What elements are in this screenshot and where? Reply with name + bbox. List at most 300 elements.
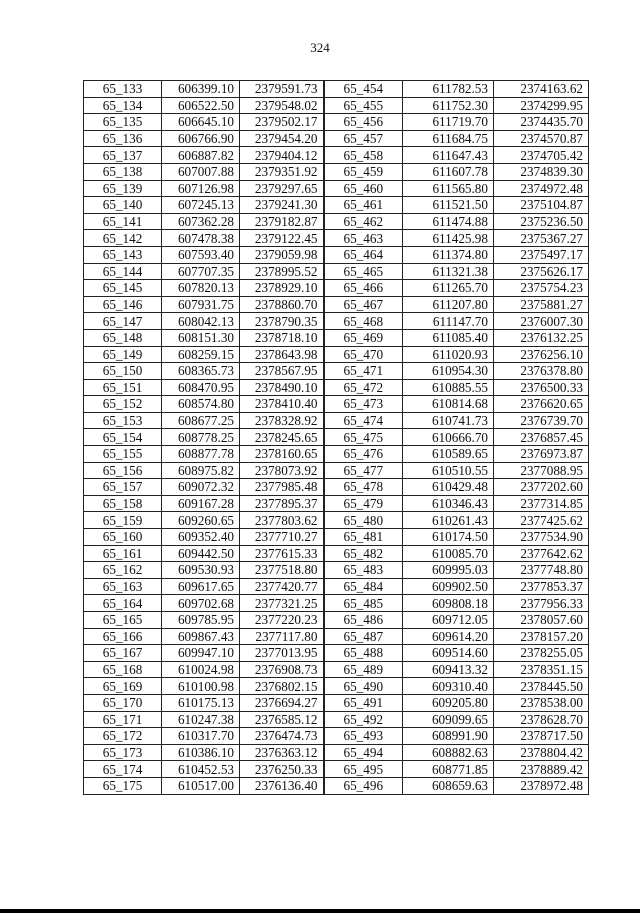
x-coord-right-cell: 611085.40 (403, 329, 494, 346)
x-coord-left-cell: 607707.35 (162, 263, 240, 280)
point-id-left-cell: 65_149 (84, 346, 162, 363)
y-coord-right-cell: 2376739.70 (494, 412, 589, 429)
x-coord-left-cell: 609947.10 (162, 645, 240, 662)
page-number: 324 (310, 40, 330, 55)
point-id-right-cell: 65_484 (324, 578, 403, 595)
table-row (84, 645, 589, 662)
table-row (84, 180, 589, 197)
x-coord-left-cell: 610517.00 (162, 777, 240, 794)
point-id-left-cell: 65_173 (84, 744, 162, 761)
table-row (84, 711, 589, 728)
x-coord-left-cell: 608151.30 (162, 329, 240, 346)
point-id-left-cell: 65_168 (84, 661, 162, 678)
point-id-right-cell: 65_492 (324, 711, 403, 728)
x-coord-right-cell: 609099.65 (403, 711, 494, 728)
y-coord-left-cell: 2377985.48 (240, 479, 324, 496)
coordinate-table (83, 80, 589, 795)
x-coord-left-cell: 607478.38 (162, 230, 240, 247)
table-row (84, 479, 589, 496)
point-id-right-cell: 65_475 (324, 429, 403, 446)
x-coord-left-cell: 610175.13 (162, 694, 240, 711)
point-id-left-cell: 65_158 (84, 495, 162, 512)
y-coord-right-cell: 2378972.48 (494, 777, 589, 794)
table-row (84, 213, 589, 230)
x-coord-right-cell: 608771.85 (403, 761, 494, 778)
y-coord-left-cell: 2377615.33 (240, 545, 324, 562)
table-row (84, 761, 589, 778)
y-coord-left-cell: 2376136.40 (240, 777, 324, 794)
point-id-right-cell: 65_483 (324, 562, 403, 579)
table-row (84, 777, 589, 794)
y-coord-left-cell: 2378328.92 (240, 412, 324, 429)
x-coord-right-cell: 608882.63 (403, 744, 494, 761)
x-coord-right-cell: 611565.80 (403, 180, 494, 197)
x-coord-right-cell: 610085.70 (403, 545, 494, 562)
point-id-right-cell: 65_486 (324, 612, 403, 629)
point-id-left-cell: 65_162 (84, 562, 162, 579)
point-id-left-cell: 65_166 (84, 628, 162, 645)
point-id-right-cell: 65_481 (324, 529, 403, 546)
point-id-right-cell: 65_458 (324, 147, 403, 164)
table-row (84, 412, 589, 429)
x-coord-right-cell: 610261.43 (403, 512, 494, 529)
point-id-left-cell: 65_148 (84, 329, 162, 346)
x-coord-left-cell: 608975.82 (162, 462, 240, 479)
y-coord-left-cell: 2378643.98 (240, 346, 324, 363)
point-id-right-cell: 65_491 (324, 694, 403, 711)
point-id-right-cell: 65_471 (324, 363, 403, 380)
table-row (84, 230, 589, 247)
y-coord-right-cell: 2375626.17 (494, 263, 589, 280)
point-id-right-cell: 65_477 (324, 462, 403, 479)
table-row (84, 163, 589, 180)
table-row (84, 263, 589, 280)
point-id-right-cell: 65_463 (324, 230, 403, 247)
y-coord-left-cell: 2377013.95 (240, 645, 324, 662)
y-coord-left-cell: 2377803.62 (240, 512, 324, 529)
y-coord-left-cell: 2378929.10 (240, 280, 324, 297)
x-coord-right-cell: 610741.73 (403, 412, 494, 429)
point-id-left-cell: 65_161 (84, 545, 162, 562)
table-row (84, 147, 589, 164)
y-coord-right-cell: 2375497.17 (494, 246, 589, 263)
y-coord-left-cell: 2378410.40 (240, 396, 324, 413)
y-coord-right-cell: 2377202.60 (494, 479, 589, 496)
table-row (84, 628, 589, 645)
y-coord-right-cell: 2378804.42 (494, 744, 589, 761)
y-coord-right-cell: 2377425.62 (494, 512, 589, 529)
x-coord-right-cell: 609995.03 (403, 562, 494, 579)
point-id-left-cell: 65_155 (84, 446, 162, 463)
x-coord-left-cell: 610024.98 (162, 661, 240, 678)
x-coord-right-cell: 611147.70 (403, 313, 494, 330)
x-coord-left-cell: 609867.43 (162, 628, 240, 645)
point-id-right-cell: 65_459 (324, 163, 403, 180)
point-id-left-cell: 65_165 (84, 612, 162, 629)
y-coord-left-cell: 2377220.23 (240, 612, 324, 629)
x-coord-left-cell: 610100.98 (162, 678, 240, 695)
table-row (84, 545, 589, 562)
y-coord-right-cell: 2378538.00 (494, 694, 589, 711)
y-coord-right-cell: 2378445.50 (494, 678, 589, 695)
table-row (84, 595, 589, 612)
y-coord-left-cell: 2379182.87 (240, 213, 324, 230)
x-coord-left-cell: 607931.75 (162, 296, 240, 313)
x-coord-right-cell: 610666.70 (403, 429, 494, 446)
x-coord-left-cell: 607245.13 (162, 197, 240, 214)
y-coord-right-cell: 2376857.45 (494, 429, 589, 446)
y-coord-right-cell: 2377748.80 (494, 562, 589, 579)
y-coord-right-cell: 2374839.30 (494, 163, 589, 180)
x-coord-left-cell: 608042.13 (162, 313, 240, 330)
x-coord-right-cell: 611647.43 (403, 147, 494, 164)
y-coord-right-cell: 2377642.62 (494, 545, 589, 562)
y-coord-left-cell: 2379297.65 (240, 180, 324, 197)
y-coord-right-cell: 2376256.10 (494, 346, 589, 363)
point-id-right-cell: 65_487 (324, 628, 403, 645)
x-coord-left-cell: 609530.93 (162, 562, 240, 579)
y-coord-right-cell: 2375367.27 (494, 230, 589, 247)
y-coord-right-cell: 2378717.50 (494, 728, 589, 745)
table-row (84, 661, 589, 678)
y-coord-left-cell: 2377518.80 (240, 562, 324, 579)
y-coord-left-cell: 2377117.80 (240, 628, 324, 645)
y-coord-right-cell: 2378889.42 (494, 761, 589, 778)
table-row (84, 495, 589, 512)
point-id-right-cell: 65_462 (324, 213, 403, 230)
x-coord-right-cell: 611020.93 (403, 346, 494, 363)
x-coord-left-cell: 606645.10 (162, 114, 240, 131)
x-coord-left-cell: 606399.10 (162, 81, 240, 98)
x-coord-left-cell: 610247.38 (162, 711, 240, 728)
x-coord-left-cell: 609702.68 (162, 595, 240, 612)
table-row (84, 329, 589, 346)
table-row (84, 97, 589, 114)
x-coord-right-cell: 610814.68 (403, 396, 494, 413)
point-id-left-cell: 65_151 (84, 379, 162, 396)
x-coord-left-cell: 610386.10 (162, 744, 240, 761)
point-id-right-cell: 65_460 (324, 180, 403, 197)
table-row (84, 429, 589, 446)
point-id-left-cell: 65_156 (84, 462, 162, 479)
x-coord-left-cell: 609617.65 (162, 578, 240, 595)
x-coord-right-cell: 609902.50 (403, 578, 494, 595)
y-coord-left-cell: 2378718.10 (240, 329, 324, 346)
point-id-right-cell: 65_464 (324, 246, 403, 263)
y-coord-left-cell: 2378490.10 (240, 379, 324, 396)
y-coord-left-cell: 2379241.30 (240, 197, 324, 214)
point-id-left-cell: 65_174 (84, 761, 162, 778)
y-coord-right-cell: 2378057.60 (494, 612, 589, 629)
point-id-right-cell: 65_485 (324, 595, 403, 612)
y-coord-left-cell: 2376694.27 (240, 694, 324, 711)
y-coord-left-cell: 2379454.20 (240, 130, 324, 147)
point-id-right-cell: 65_476 (324, 446, 403, 463)
y-coord-right-cell: 2376132.25 (494, 329, 589, 346)
table-row (84, 246, 589, 263)
x-coord-left-cell: 608778.25 (162, 429, 240, 446)
x-coord-left-cell: 608677.25 (162, 412, 240, 429)
point-id-right-cell: 65_468 (324, 313, 403, 330)
y-coord-right-cell: 2376007.30 (494, 313, 589, 330)
point-id-left-cell: 65_146 (84, 296, 162, 313)
point-id-right-cell: 65_489 (324, 661, 403, 678)
x-coord-left-cell: 607126.98 (162, 180, 240, 197)
x-coord-left-cell: 609352.40 (162, 529, 240, 546)
y-coord-right-cell: 2376378.80 (494, 363, 589, 380)
x-coord-left-cell: 608259.15 (162, 346, 240, 363)
x-coord-right-cell: 610510.55 (403, 462, 494, 479)
y-coord-right-cell: 2375236.50 (494, 213, 589, 230)
x-coord-left-cell: 606522.50 (162, 97, 240, 114)
point-id-left-cell: 65_175 (84, 777, 162, 794)
point-id-left-cell: 65_172 (84, 728, 162, 745)
x-coord-right-cell: 611684.75 (403, 130, 494, 147)
x-coord-left-cell: 610317.70 (162, 728, 240, 745)
point-id-left-cell: 65_163 (84, 578, 162, 595)
table-row (84, 114, 589, 131)
y-coord-left-cell: 2376363.12 (240, 744, 324, 761)
point-id-right-cell: 65_467 (324, 296, 403, 313)
point-id-left-cell: 65_145 (84, 280, 162, 297)
x-coord-left-cell: 609260.65 (162, 512, 240, 529)
y-coord-right-cell: 2376973.87 (494, 446, 589, 463)
point-id-right-cell: 65_470 (324, 346, 403, 363)
point-id-left-cell: 65_150 (84, 363, 162, 380)
point-id-left-cell: 65_137 (84, 147, 162, 164)
x-coord-right-cell: 609205.80 (403, 694, 494, 711)
point-id-left-cell: 65_147 (84, 313, 162, 330)
x-coord-left-cell: 608470.95 (162, 379, 240, 396)
x-coord-right-cell: 611521.50 (403, 197, 494, 214)
y-coord-left-cell: 2378073.92 (240, 462, 324, 479)
point-id-right-cell: 65_496 (324, 777, 403, 794)
point-id-left-cell: 65_140 (84, 197, 162, 214)
point-id-left-cell: 65_170 (84, 694, 162, 711)
x-coord-right-cell: 609413.32 (403, 661, 494, 678)
y-coord-right-cell: 2374570.87 (494, 130, 589, 147)
point-id-right-cell: 65_455 (324, 97, 403, 114)
x-coord-right-cell: 608659.63 (403, 777, 494, 794)
x-coord-right-cell: 610589.65 (403, 446, 494, 463)
point-id-right-cell: 65_494 (324, 744, 403, 761)
table-row (84, 462, 589, 479)
point-id-right-cell: 65_488 (324, 645, 403, 662)
x-coord-right-cell: 611321.38 (403, 263, 494, 280)
table-row (84, 578, 589, 595)
point-id-left-cell: 65_136 (84, 130, 162, 147)
y-coord-left-cell: 2377710.27 (240, 529, 324, 546)
point-id-left-cell: 65_138 (84, 163, 162, 180)
y-coord-left-cell: 2378860.70 (240, 296, 324, 313)
x-coord-right-cell: 609808.18 (403, 595, 494, 612)
point-id-left-cell: 65_152 (84, 396, 162, 413)
y-coord-right-cell: 2374299.95 (494, 97, 589, 114)
y-coord-left-cell: 2378567.95 (240, 363, 324, 380)
x-coord-right-cell: 611425.98 (403, 230, 494, 247)
point-id-left-cell: 65_160 (84, 529, 162, 546)
y-coord-left-cell: 2378160.65 (240, 446, 324, 463)
table-row (84, 130, 589, 147)
x-coord-right-cell: 611782.53 (403, 81, 494, 98)
x-coord-left-cell: 607007.88 (162, 163, 240, 180)
y-coord-right-cell: 2377088.95 (494, 462, 589, 479)
table-row (84, 562, 589, 579)
y-coord-left-cell: 2379059.98 (240, 246, 324, 263)
y-coord-left-cell: 2377895.37 (240, 495, 324, 512)
point-id-left-cell: 65_171 (84, 711, 162, 728)
y-coord-left-cell: 2377420.77 (240, 578, 324, 595)
table-row (84, 694, 589, 711)
point-id-right-cell: 65_495 (324, 761, 403, 778)
point-id-left-cell: 65_142 (84, 230, 162, 247)
point-id-left-cell: 65_135 (84, 114, 162, 131)
x-coord-left-cell: 609442.50 (162, 545, 240, 562)
y-coord-left-cell: 2378790.35 (240, 313, 324, 330)
x-coord-left-cell: 608365.73 (162, 363, 240, 380)
table-row (84, 728, 589, 745)
y-coord-left-cell: 2377321.25 (240, 595, 324, 612)
x-coord-right-cell: 610429.48 (403, 479, 494, 496)
y-coord-right-cell: 2378255.05 (494, 645, 589, 662)
point-id-left-cell: 65_154 (84, 429, 162, 446)
x-coord-left-cell: 610452.53 (162, 761, 240, 778)
y-coord-right-cell: 2376500.33 (494, 379, 589, 396)
table-row (84, 280, 589, 297)
y-coord-left-cell: 2379548.02 (240, 97, 324, 114)
point-id-left-cell: 65_159 (84, 512, 162, 529)
table-row (84, 744, 589, 761)
y-coord-right-cell: 2375754.23 (494, 280, 589, 297)
x-coord-left-cell: 609072.32 (162, 479, 240, 496)
point-id-right-cell: 65_465 (324, 263, 403, 280)
x-coord-right-cell: 609712.05 (403, 612, 494, 629)
point-id-left-cell: 65_139 (84, 180, 162, 197)
point-id-left-cell: 65_153 (84, 412, 162, 429)
x-coord-right-cell: 608991.90 (403, 728, 494, 745)
y-coord-left-cell: 2379351.92 (240, 163, 324, 180)
x-coord-right-cell: 610174.50 (403, 529, 494, 546)
x-coord-right-cell: 610885.55 (403, 379, 494, 396)
y-coord-right-cell: 2378157.20 (494, 628, 589, 645)
point-id-right-cell: 65_454 (324, 81, 403, 98)
y-coord-left-cell: 2376474.73 (240, 728, 324, 745)
point-id-right-cell: 65_490 (324, 678, 403, 695)
point-id-left-cell: 65_141 (84, 213, 162, 230)
y-coord-right-cell: 2375104.87 (494, 197, 589, 214)
table-row (84, 678, 589, 695)
point-id-right-cell: 65_479 (324, 495, 403, 512)
point-id-right-cell: 65_474 (324, 412, 403, 429)
x-coord-right-cell: 609614.20 (403, 628, 494, 645)
y-coord-left-cell: 2379122.45 (240, 230, 324, 247)
coordinate-table-body (84, 81, 589, 795)
x-coord-right-cell: 611607.78 (403, 163, 494, 180)
y-coord-left-cell: 2378245.65 (240, 429, 324, 446)
point-id-right-cell: 65_469 (324, 329, 403, 346)
y-coord-right-cell: 2377314.85 (494, 495, 589, 512)
y-coord-left-cell: 2379502.17 (240, 114, 324, 131)
table-row (84, 379, 589, 396)
point-id-left-cell: 65_157 (84, 479, 162, 496)
x-coord-right-cell: 611265.70 (403, 280, 494, 297)
x-coord-right-cell: 611207.80 (403, 296, 494, 313)
point-id-right-cell: 65_457 (324, 130, 403, 147)
x-coord-left-cell: 607362.28 (162, 213, 240, 230)
point-id-left-cell: 65_133 (84, 81, 162, 98)
y-coord-right-cell: 2374435.70 (494, 114, 589, 131)
point-id-left-cell: 65_164 (84, 595, 162, 612)
x-coord-right-cell: 609310.40 (403, 678, 494, 695)
x-coord-right-cell: 611719.70 (403, 114, 494, 131)
x-coord-left-cell: 609785.95 (162, 612, 240, 629)
x-coord-right-cell: 610954.30 (403, 363, 494, 380)
y-coord-left-cell: 2379591.73 (240, 81, 324, 98)
x-coord-right-cell: 611474.88 (403, 213, 494, 230)
y-coord-right-cell: 2378351.15 (494, 661, 589, 678)
table-row (84, 396, 589, 413)
point-id-right-cell: 65_480 (324, 512, 403, 529)
point-id-right-cell: 65_472 (324, 379, 403, 396)
point-id-right-cell: 65_456 (324, 114, 403, 131)
point-id-right-cell: 65_493 (324, 728, 403, 745)
y-coord-right-cell: 2378628.70 (494, 711, 589, 728)
point-id-left-cell: 65_134 (84, 97, 162, 114)
y-coord-right-cell: 2374972.48 (494, 180, 589, 197)
x-coord-right-cell: 611374.80 (403, 246, 494, 263)
x-coord-right-cell: 609514.60 (403, 645, 494, 662)
x-coord-left-cell: 607593.40 (162, 246, 240, 263)
x-coord-left-cell: 609167.28 (162, 495, 240, 512)
x-coord-left-cell: 607820.13 (162, 280, 240, 297)
table-row (84, 612, 589, 629)
table-row (84, 197, 589, 214)
y-coord-right-cell: 2375881.27 (494, 296, 589, 313)
point-id-right-cell: 65_478 (324, 479, 403, 496)
y-coord-right-cell: 2377956.33 (494, 595, 589, 612)
x-coord-left-cell: 608877.78 (162, 446, 240, 463)
y-coord-left-cell: 2376250.33 (240, 761, 324, 778)
x-coord-left-cell: 606887.82 (162, 147, 240, 164)
table-row (84, 446, 589, 463)
point-id-left-cell: 65_167 (84, 645, 162, 662)
y-coord-right-cell: 2374163.62 (494, 81, 589, 98)
table-row (84, 313, 589, 330)
point-id-right-cell: 65_473 (324, 396, 403, 413)
x-coord-left-cell: 606766.90 (162, 130, 240, 147)
y-coord-right-cell: 2377534.90 (494, 529, 589, 546)
y-coord-right-cell: 2376620.65 (494, 396, 589, 413)
table-row (84, 363, 589, 380)
y-coord-left-cell: 2376802.15 (240, 678, 324, 695)
table-row (84, 81, 589, 98)
table-row (84, 296, 589, 313)
y-coord-left-cell: 2378995.52 (240, 263, 324, 280)
x-coord-right-cell: 610346.43 (403, 495, 494, 512)
table-row (84, 346, 589, 363)
table-row (84, 512, 589, 529)
point-id-left-cell: 65_169 (84, 678, 162, 695)
point-id-left-cell: 65_143 (84, 246, 162, 263)
y-coord-right-cell: 2374705.42 (494, 147, 589, 164)
y-coord-left-cell: 2376585.12 (240, 711, 324, 728)
point-id-left-cell: 65_144 (84, 263, 162, 280)
point-id-right-cell: 65_466 (324, 280, 403, 297)
x-coord-right-cell: 611752.30 (403, 97, 494, 114)
scan-edge-bar (0, 909, 640, 913)
x-coord-left-cell: 608574.80 (162, 396, 240, 413)
y-coord-right-cell: 2377853.37 (494, 578, 589, 595)
